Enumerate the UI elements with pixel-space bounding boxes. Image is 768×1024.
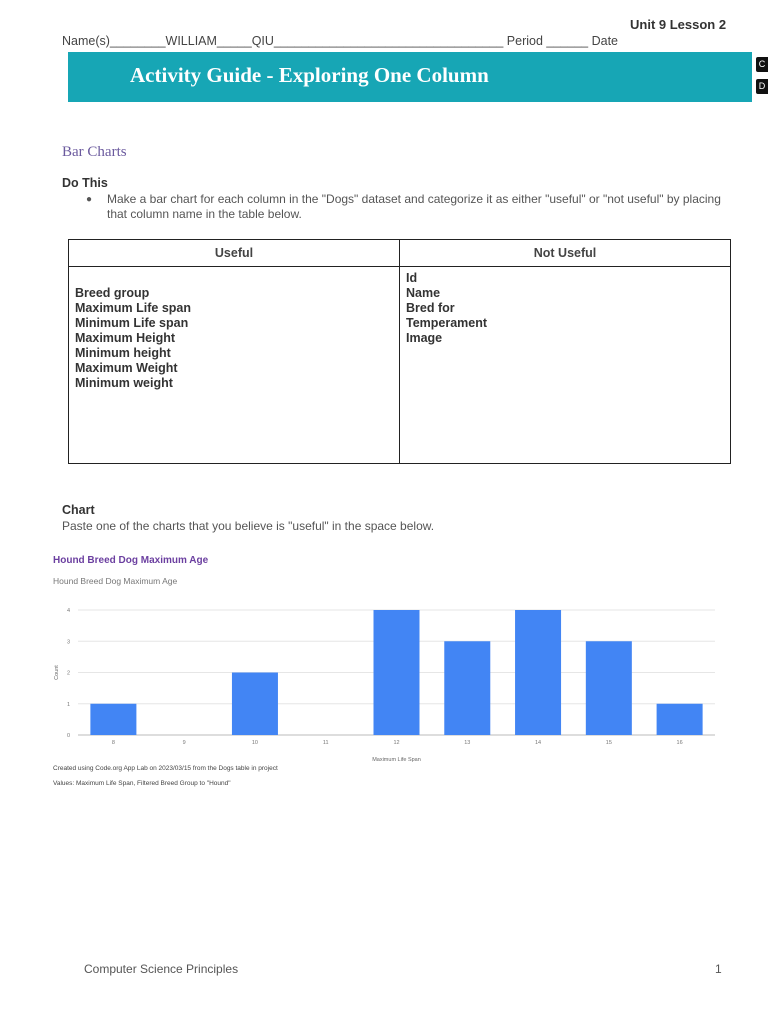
bullet-icon: ●	[86, 194, 93, 205]
chart-source-note: Created using Code.org App Lab on 2023/03/15 from the Dogs table in project	[53, 765, 278, 772]
not-useful-item: Image	[406, 331, 443, 345]
useful-item: Maximum Life span	[75, 301, 191, 315]
useful-item: Maximum Height	[75, 331, 176, 345]
x-tick-label: 16	[676, 740, 683, 746]
page-number: 1	[715, 962, 722, 976]
x-tick-label: 11	[322, 740, 329, 746]
chart-title: Hound Breed Dog Maximum Age	[53, 555, 209, 566]
useful-item: Minimum height	[75, 346, 171, 360]
name-period-date-line: Name(s)________WILLIAM_____QIU_________________________________ Period ______ Date	[62, 34, 618, 48]
footer-course: Computer Science Principles	[84, 962, 239, 976]
bar-chart-instruction: Make a bar chart for each column in the "Dogs" dataset and categorize it as either "useful" or "not useful" by placing that column name in the table below.	[107, 192, 721, 221]
x-tick-label: 9	[182, 740, 186, 746]
useful-item: Minimum weight	[75, 376, 173, 390]
unit-label: Unit 9 Lesson 2	[630, 17, 727, 32]
not-useful-item: Temperament	[406, 316, 488, 330]
useful-header: Useful	[69, 240, 400, 267]
not-useful-header: Not Useful	[400, 240, 731, 267]
y-tick-label: 3	[66, 639, 70, 646]
x-tick-label: 8	[111, 740, 115, 746]
y-tick-label: 4	[66, 608, 70, 614]
not-useful-item: Bred for	[406, 301, 455, 315]
y-tick-label: 0	[66, 733, 70, 739]
bar	[515, 610, 561, 735]
bar	[232, 673, 278, 736]
x-tick-label: 15	[605, 740, 612, 746]
x-tick-label: 13	[464, 740, 471, 746]
x-tick-label: 12	[393, 740, 400, 746]
useful-item: Maximum Weight	[75, 361, 178, 375]
useful-item: Minimum Life span	[75, 316, 189, 330]
bar	[657, 704, 703, 735]
activity-guide-title: Activity Guide - Exploring One Column	[130, 63, 489, 87]
side-tab-c[interactable]: C	[756, 57, 768, 72]
bar	[444, 641, 490, 735]
bar	[90, 704, 136, 735]
useful-item: Breed group	[75, 286, 150, 300]
x-axis-label: Maximum Life Span	[372, 757, 421, 763]
bar-charts-heading: Bar Charts	[62, 144, 127, 160]
useful-item-blank	[75, 271, 393, 286]
do-this-label: Do This	[62, 176, 108, 190]
not-useful-cell[interactable]	[400, 267, 731, 464]
title-banner	[68, 52, 752, 102]
bar	[373, 610, 419, 735]
column-categorization-table	[68, 239, 731, 464]
x-tick-label: 14	[534, 740, 542, 746]
chart-values-note: Values: Maximum Life Span, Filtered Breed Group to "Hound"	[53, 780, 231, 787]
bar-chart	[40, 595, 730, 765]
chart-heading: Chart	[62, 503, 95, 517]
bar	[586, 641, 632, 735]
not-useful-item: Name	[406, 286, 441, 300]
not-useful-item: Id	[406, 271, 418, 285]
useful-cell[interactable]	[69, 267, 400, 464]
y-axis-label: Count	[54, 665, 60, 680]
side-tab-d[interactable]: D	[756, 79, 768, 94]
x-tick-label: 10	[251, 740, 259, 746]
y-tick-label: 2	[66, 670, 70, 677]
chart-instruction: Paste one of the charts that you believe is "useful" in the space below.	[62, 519, 435, 533]
y-tick-label: 1	[66, 701, 70, 708]
chart-subtitle: Hound Breed Dog Maximum Age	[53, 576, 178, 586]
